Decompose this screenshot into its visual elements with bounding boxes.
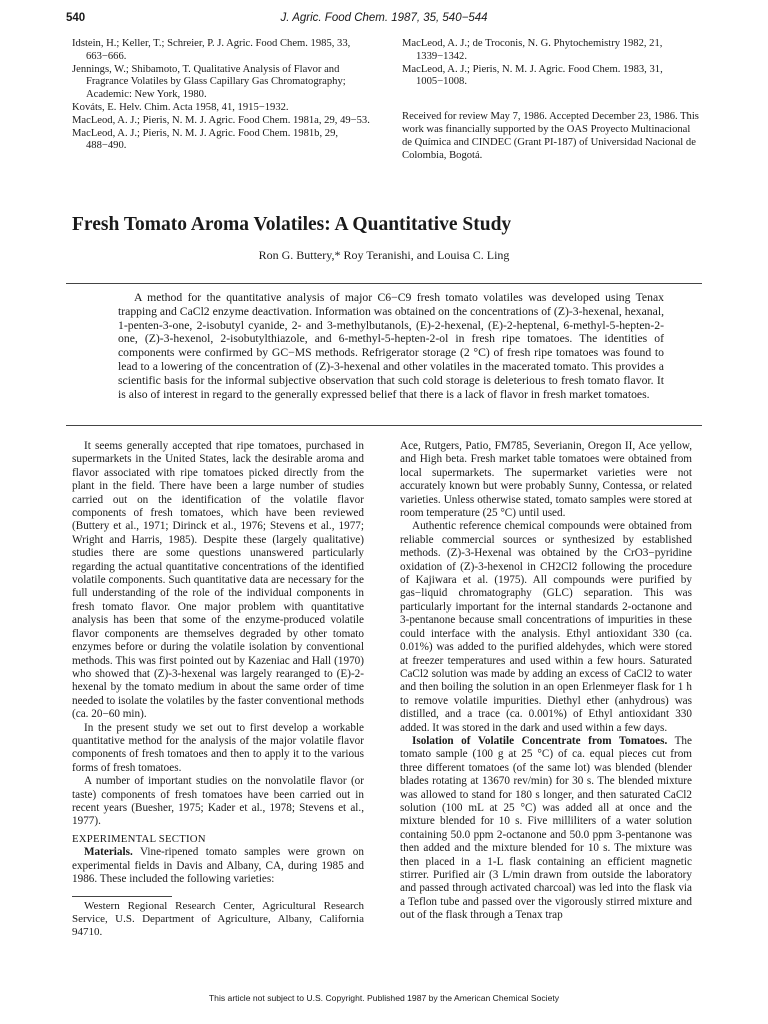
intro-paragraph-1: It seems generally accepted that ripe tomatoes, purchased in supermarkets in the United States, lack the desirable aroma and flavor associated with ripe tomatoes picked directly from the plant in the field. There have been a large number of studies carried out on the identification of the volatile flavor components of fresh tomatoes, which have been reviewed (Buttery et al., 1971; Dirinck et al., 1976; Stevens et al., 1977; Wright and Harris, 1985). Despite these (largely qualitative) studies there are some questions unanswered particularly regarding the actual quantitative concentrations of the identified volatile components. Such quantitative data are necessary for the full understanding of the role of the individual components in fresh tomato flavor. One major problem with quantitative analysis has been that some of the enzyme-produced volatile flavor components are themselves degraded by other tomato enzymes before or during the volatile isolation by conventional methods. This was first pointed out by Kazeniac and Hall (1970) who showed that (Z)-3-hexenal was largely rearanged to (E)-2-hexenal by the tomato medium in about the same order of time needed to isolate the volatiles by the faster conventional methods (ca. 20−60 min). bbox=[72, 440, 364, 721]
body-right-column bbox=[400, 440, 692, 923]
page-number: 540 bbox=[66, 12, 86, 24]
intro-paragraph-3: A number of important studies on the nonvolatile flavor (or taste) components of fresh tomatoes have been carried out in recent years (Buesher, 1975; Kader et al., 1978; Stevens et al., 1977). bbox=[72, 775, 364, 828]
received-funding-note: Received for review May 7, 1986. Accepted December 23, 1986. This work was financially supported by the OAS Proyecto Multinacional de Química and CINDEC (Grant PI-187) of Universidad Nacional de Colombia, Bogotá. bbox=[402, 111, 699, 161]
reference-entry: MacLeod, A. J.; Pieris, N. M. J. Agric. Food Chem. 1983, 31, 1005−1008. bbox=[402, 63, 663, 88]
author-list: Ron G. Buttery,* Roy Teranishi, and Louisa C. Ling bbox=[258, 248, 510, 262]
abstract-top-rule bbox=[66, 283, 702, 284]
reference-entry: MacLeod, A. J.; Pieris, N. M. J. Agric. Food Chem. 1981a, 29, 49−53. bbox=[72, 114, 370, 126]
abstract bbox=[118, 291, 664, 401]
reference-entry: MacLeod, A. J.; de Troconis, N. G. Phytochemistry 1982, 21, 1339−1342. bbox=[402, 38, 663, 62]
affiliation-rule bbox=[72, 896, 172, 897]
reference-entry: Jennings, W.; Shibamoto, T. Qualitative Analysis of Flavor and Fragrance Volatiles by Glass Capillary Gas Chromatography; Academic: New York, 1980. bbox=[72, 63, 346, 101]
references-right-column bbox=[402, 38, 702, 162]
abstract-text: A method for the quantitative analysis of major C6−C9 fresh tomato volatiles was developed using Tenax trapping and CaCl2 enzyme deactivation. Information was obtained on the concentrations of (Z)-3-hexenal, hexanal, 1-penten-3-one, 2-isobutyl cyanide, 2- and 3-methylbutanols, (E)-2-hexenal, (E)-2-heptenal, 6-methyl-5-hepten-2-one, (Z)-3-hexenol, 2-isobutylthiazole, and 6-methyl-5-hepten-2-ol in fresh ripe tomatoes. The identities of components were confirmed by GC−MS methods. Refrigerator storage (2 °C) of fresh ripe tomatoes was found to lead to a lowering of the concentration of (Z)-3-hexenal and other volatiles in the macerated tomato. This provides a scientific basis for the informal subjective observation that such cold storage is deleterious to fresh tomato flavor. It is also of interest in regard to the generally expressed belief that there is a lack of flavor in fresh market tomatoes. bbox=[118, 291, 664, 401]
materials-heading: Materials. bbox=[84, 846, 133, 859]
isolation-text: The tomato sample (100 g at 25 °C) of ca. equal pieces cut from three different tomatoes (of the same lot) was blended (blender blades rotating at 13670 rev/min) for 30 s. The blended mixture was allowed to stand for 180 s longer, and then saturated CaCl2 solution (100 mL at 25 °C) was added all at once and the mixture blended for 10 s. Five milliliters of a water solution containing 50.0 ppm 2-octanone and 50.0 ppm 3-pentanone was then added and the mixture blended for 10 s. The mixture was then placed in a 1-L flask containing an efficient magnetic stirrer. Purified air (3 L/min drawn from outside the laboratory and passed through activated charcoal) was led into the flask via a Teflon tube and passed over the vigorously stirred mixture and out of the flask through a Tenax trap bbox=[400, 734, 692, 922]
isolation-heading: Isolation of Volatile Concentrate from Tomatoes. bbox=[412, 734, 668, 747]
reference-entry: Kováts, E. Helv. Chim. Acta 1958, 41, 1915−1932. bbox=[72, 101, 289, 113]
materials-paragraph bbox=[72, 846, 364, 886]
journal-citation-line: J. Agric. Food Chem. 1987, 35, 540−544 bbox=[280, 12, 488, 24]
reference-compounds-paragraph: Authentic reference chemical compounds were obtained from reliable commercial sources or synthesized by established methods. (Z)-3-Hexenal was obtained by the CrO3−pyridine oxidation of (Z)-3-hexenol in CH2Cl2 following the procedure of Kajiwara et al. (1975). All compounds were purified by gas−liquid chromatography (GLC) separation. This was particularly important for the internal standards 2-octanone and 3-pentanone because small concentrations of impurities in these could interface with the analysis. Ethyl antioxidant 330 (ca. 0.01%) was added to the purified aldehydes, which were stored at freezer temperatures and used within a few hours. Saturated CaCl2 solution was made by adding an excess of CaCl2 to water and then boiling the solution in an open Erlenmeyer flask for 1 h to remove volatile impurities. Diethyl ether (anhydrous) was distilled, and a trace (ca. 0.001%) of Ethyl antioxidant 330 added. It was stored in the dark and used within a few days. bbox=[400, 520, 692, 734]
reference-entry: Idstein, H.; Keller, T.; Schreier, P. J. Agric. Food Chem. 1985, 33, 663−666. bbox=[72, 38, 351, 62]
article-title: Fresh Tomato Aroma Volatiles: A Quantitative Study bbox=[72, 214, 512, 235]
reference-entry: MacLeod, A. J.; Pieris, N. M. J. Agric. Food Chem. 1981b, 29, 488−490. bbox=[72, 127, 339, 152]
section-heading-experimental: EXPERIMENTAL SECTION bbox=[72, 832, 206, 845]
isolation-paragraph bbox=[400, 735, 692, 923]
intro-paragraph-2: In the present study we set out to first develop a workable quantitative method for the analysis of the major volatile flavor components of fresh tomatoes and then to apply it to the various forms of fresh tomatoes. bbox=[72, 721, 364, 774]
abstract-bottom-rule bbox=[66, 425, 702, 426]
running-header bbox=[66, 12, 702, 32]
materials-continued-paragraph: Ace, Rutgers, Patio, FM785, Severianin, Oregon II, Ace yellow, and High beta. Fresh market table tomatoes were obtained from local supermarkets. The supermarket varieties were not accurately known but were probably Sunny, Contessa, or related varieties. Unless otherwise stated, tomato samples were stored at room temperature (25 °C) until used. bbox=[400, 440, 692, 520]
copyright-footer: This article not subject to U.S. Copyright. Published 1987 by the American Chemical Society bbox=[208, 993, 560, 1003]
body-left-column bbox=[72, 440, 364, 939]
materials-text: Vine-ripened tomato samples were grown on experimental fields in Davis and Albany, CA, during 1985 and 1986. These included the following varieties: bbox=[72, 846, 364, 885]
references-left-column bbox=[72, 38, 372, 153]
author-affiliation: Western Regional Research Center, Agricultural Research Service, U.S. Department of Agriculture, Albany, California 94710. bbox=[72, 900, 364, 939]
